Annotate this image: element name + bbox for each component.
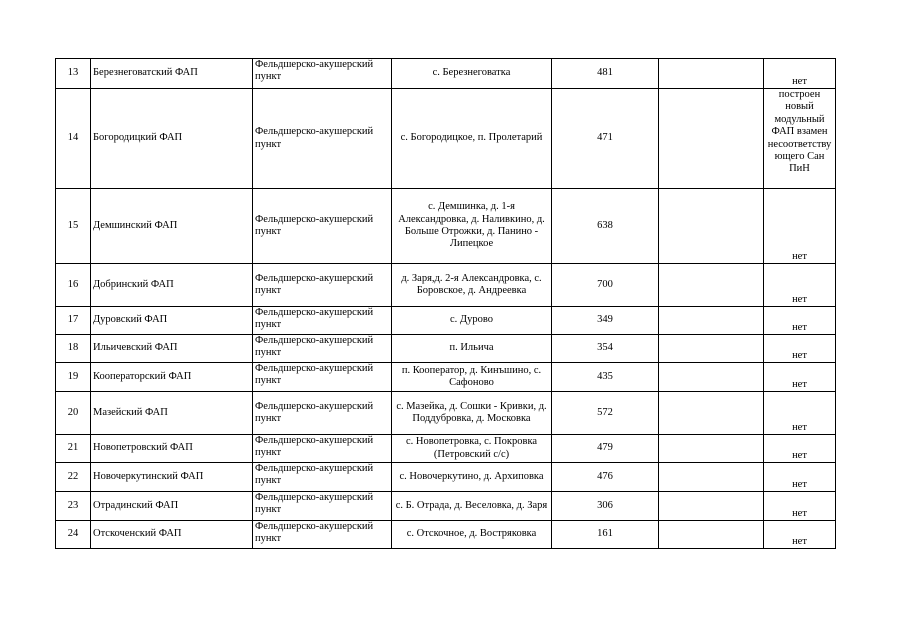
note: нет: [764, 463, 836, 492]
served-settlements: с. Демшинка, д. 1-я Александровка, д. Наливкино, д. Больше Отрожки, д. Панино - Липецкое: [392, 189, 552, 264]
fap-name: Новопетровский ФАП: [91, 435, 253, 463]
note: нет: [764, 189, 836, 264]
population: 572: [552, 392, 659, 435]
population: 435: [552, 363, 659, 392]
row-number: 22: [56, 463, 91, 492]
row-number: 17: [56, 307, 91, 335]
fap-name: Богородицкий ФАП: [91, 89, 253, 189]
facility-type: Фельдшерско-акушерский пункт: [253, 363, 392, 392]
row-number: 19: [56, 363, 91, 392]
served-settlements: с. Новочеркутино, д. Архиповка: [392, 463, 552, 492]
table-row: [56, 392, 836, 435]
table-row: [56, 492, 836, 521]
fap-name: Березнеговатский ФАП: [91, 59, 253, 89]
facility-type: Фельдшерско-акушерский пункт: [253, 392, 392, 435]
fap-name: Дуровский ФАП: [91, 307, 253, 335]
facility-type: Фельдшерско-акушерский пункт: [253, 521, 392, 549]
served-settlements: с. Новопетровка, с. Покровка (Петровский с/с): [392, 435, 552, 463]
note: нет: [764, 492, 836, 521]
population: 638: [552, 189, 659, 264]
fap-name: Ильичевский ФАП: [91, 335, 253, 363]
served-settlements: с. Б. Отрада, д. Веселовка, д. Заря: [392, 492, 552, 521]
fap-name: Новочеркутинский ФАП: [91, 463, 253, 492]
empty-cell: [659, 264, 764, 307]
served-settlements: с. Березнеговатка: [392, 59, 552, 89]
table-row: [56, 435, 836, 463]
row-number: 15: [56, 189, 91, 264]
fap-name: Добринский ФАП: [91, 264, 253, 307]
note: нет: [764, 392, 836, 435]
served-settlements: д. Заря,д. 2-я Александровка, с. Боровское, д. Андреевка: [392, 264, 552, 307]
row-number: 24: [56, 521, 91, 549]
fap-table: [55, 58, 836, 549]
row-number: 21: [56, 435, 91, 463]
facility-type: Фельдшерско-акушерский пункт: [253, 189, 392, 264]
row-number: 18: [56, 335, 91, 363]
empty-cell: [659, 335, 764, 363]
empty-cell: [659, 59, 764, 89]
population: 354: [552, 335, 659, 363]
note: нет: [764, 521, 836, 549]
row-number: 16: [56, 264, 91, 307]
fap-name: Демшинский ФАП: [91, 189, 253, 264]
note: нет: [764, 59, 836, 89]
table-row: [56, 59, 836, 89]
fap-name: Отскоченский ФАП: [91, 521, 253, 549]
note: нет: [764, 264, 836, 307]
population: 479: [552, 435, 659, 463]
population: 481: [552, 59, 659, 89]
facility-type: Фельдшерско-акушерский пункт: [253, 264, 392, 307]
population: 349: [552, 307, 659, 335]
table-row: [56, 463, 836, 492]
row-number: 14: [56, 89, 91, 189]
empty-cell: [659, 463, 764, 492]
population: 161: [552, 521, 659, 549]
facility-type: Фельдшерско-акушерский пункт: [253, 463, 392, 492]
note: построен новый модульный ФАП взамен несоответству ющего Сан ПиН: [764, 89, 836, 189]
population: 476: [552, 463, 659, 492]
note: нет: [764, 335, 836, 363]
served-settlements: п. Кооператор, д. Кинъшино, с. Сафоново: [392, 363, 552, 392]
row-number: 23: [56, 492, 91, 521]
table-row: [56, 264, 836, 307]
served-settlements: с. Мазейка, д. Сошки - Кривки, д. Поддубровка, д. Московка: [392, 392, 552, 435]
empty-cell: [659, 435, 764, 463]
table-row: [56, 335, 836, 363]
fap-name: Мазейский ФАП: [91, 392, 253, 435]
table-row: [56, 189, 836, 264]
served-settlements: с. Отскочное, д. Востряковка: [392, 521, 552, 549]
empty-cell: [659, 492, 764, 521]
table-row: [56, 521, 836, 549]
served-settlements: с. Дурово: [392, 307, 552, 335]
empty-cell: [659, 189, 764, 264]
empty-cell: [659, 392, 764, 435]
empty-cell: [659, 521, 764, 549]
note: нет: [764, 307, 836, 335]
served-settlements: с. Богородицкое, п. Пролетарий: [392, 89, 552, 189]
facility-type: Фельдшерско-акушерский пункт: [253, 59, 392, 89]
row-number: 20: [56, 392, 91, 435]
facility-type: Фельдшерско-акушерский пункт: [253, 307, 392, 335]
population: 471: [552, 89, 659, 189]
facility-type: Фельдшерско-акушерский пункт: [253, 89, 392, 189]
table-row: [56, 363, 836, 392]
empty-cell: [659, 89, 764, 189]
fap-name: Кооператорский ФАП: [91, 363, 253, 392]
empty-cell: [659, 307, 764, 335]
fap-name: Отрадинский ФАП: [91, 492, 253, 521]
facility-type: Фельдшерско-акушерский пункт: [253, 335, 392, 363]
facility-type: Фельдшерско-акушерский пункт: [253, 435, 392, 463]
note: нет: [764, 363, 836, 392]
table-row: [56, 307, 836, 335]
table-row: [56, 89, 836, 189]
note: нет: [764, 435, 836, 463]
row-number: 13: [56, 59, 91, 89]
served-settlements: п. Ильича: [392, 335, 552, 363]
empty-cell: [659, 363, 764, 392]
population: 700: [552, 264, 659, 307]
facility-type: Фельдшерско-акушерский пункт: [253, 492, 392, 521]
population: 306: [552, 492, 659, 521]
